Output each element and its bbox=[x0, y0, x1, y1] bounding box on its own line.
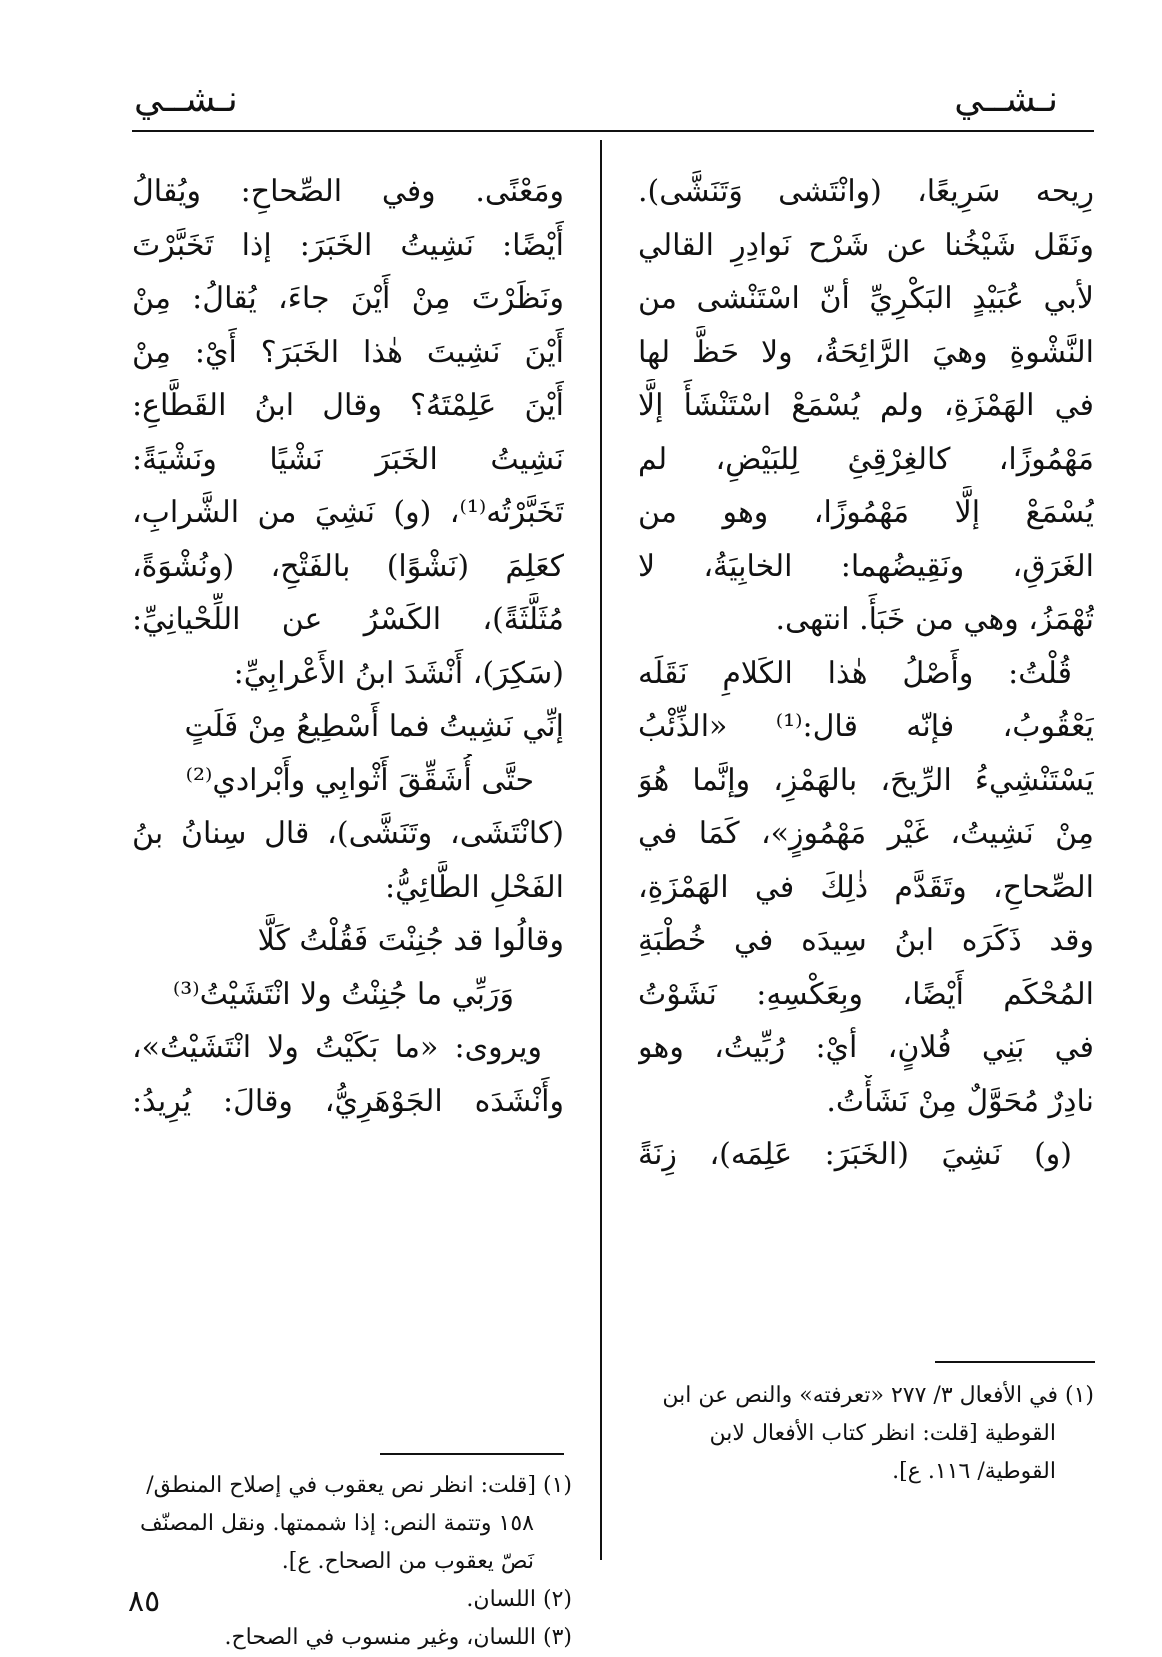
text-line: نادِرٌ مُحَوَّلٌ مِنْ نَشَأْتُ. bbox=[826, 1083, 1094, 1119]
text-line: أَيْنَ نَشِيتَ هٰذا الخَبَرَ؟ أَيْ: مِنْ bbox=[132, 334, 564, 370]
text-line: في الهَمْزَةِ، ولم يُسْمَعْ اسْتَنْشَأَ إلَّا bbox=[638, 388, 1094, 423]
text-line: الفَحْلِ الطَّائِيُّ: bbox=[385, 869, 564, 905]
text-line: أَيْنَ عَلِمْتَهُ؟ وقال ابنُ القَطَّاعِ: bbox=[132, 388, 564, 423]
footnote-line: (٣) اللسان، وغير منسوب في الصحاح. bbox=[224, 1625, 572, 1650]
text-line: يَعْقُوبُ، فإنّه قال:⁽¹⁾ «الذِّئْبُ bbox=[638, 709, 1094, 744]
footnote-rule-left bbox=[380, 1453, 564, 1455]
verse-line: حتَّى أُشَقِّقَ أَثْوابِي وأَبْرادي⁽²⁾ bbox=[185, 762, 534, 798]
footnote-line: نَصّ يعقوب من الصحاح. ع]. bbox=[281, 1549, 534, 1574]
text-line: كعَلِمَ (نَشْوًا) بالفَتْحِ، (ونُشْوَةً، bbox=[132, 548, 564, 584]
right-column bbox=[638, 165, 1094, 1182]
text-line: الصِّحاحِ، وتَقَدَّم ذٰلِكَ في الهَمْزَةِ، bbox=[638, 869, 1094, 905]
text-line: مَهْمُوزًا، كالغِرْقِئِ لِلبَيْضِ، لم bbox=[638, 441, 1094, 477]
text-line: أَيْضًا: نَشِيتُ الخَبَرَ: إذا تَخَبَّرْتَ bbox=[132, 227, 564, 263]
text-line: رِيحه سَرِيعًا، (وانْتَشى وَتَنَشَّى). bbox=[638, 174, 1094, 209]
column-divider bbox=[600, 140, 602, 1560]
text-line: الغَرَقِ، ونَقِيضُهما: الخابِيَةُ، لا bbox=[638, 548, 1094, 584]
text-line: ويروى: «ما بَكَيْتُ ولا انْتَشَيْتُ»، bbox=[132, 1030, 542, 1065]
text-line: (كانْتَشَى، وتَنَشَّى)، قال سِنانُ بنُ bbox=[132, 816, 564, 851]
footnote-line: (١) في الأفعال ٣/ ٢٧٧ «تعرفته» والنص عن ابن bbox=[662, 1383, 1094, 1408]
text-line: تَخَبَّرْتُه⁽¹⁾، (و) نَشِيَ من الشَّرابِ، bbox=[132, 495, 564, 530]
text-line: وقد ذَكَرَه ابنُ سِيدَه في خُطْبَةِ bbox=[638, 923, 1094, 958]
footnote-line: القوطية [قلت: انظر كتاب الأفعال لابن bbox=[709, 1421, 1056, 1446]
text-line: في بَنِي فُلانٍ، أيْ: رُبِّيتُ، وهو bbox=[638, 1030, 1094, 1065]
text-line: مِنْ نَشِيتُ، غَيْر مَهْمُوزٍ»، كَمَا في bbox=[638, 816, 1094, 851]
text-line: مُثَلَّثَةً)، الكَسْرُ عن اللِّحْيانِيِّ: bbox=[132, 602, 564, 637]
text-line: (و) نَشِيَ (الخَبَرَ: عَلِمَه)، زِنَةً bbox=[638, 1137, 1072, 1172]
running-header-right: نـشــي bbox=[954, 79, 1058, 120]
footnote-rule-right bbox=[935, 1361, 1095, 1363]
text-line: المُحْكَم أَيْضًا، وبِعَكْسِهِ: نَشَوْتُ bbox=[638, 976, 1094, 1012]
running-header-left: نـشــي bbox=[134, 79, 238, 120]
text-line: النَّشْوةِ وهيَ الرَّائِحَةُ، ولا حَظَّ لها bbox=[638, 334, 1094, 370]
text-line: لأبي عُبَيْدٍ البَكْرِيِّ أنّ اسْتَنْشى من bbox=[638, 281, 1094, 316]
footnote-line: (١) [قلت: انظر نص يعقوب في إصلاح المنطق/ bbox=[146, 1473, 572, 1498]
text-line: يَسْتَنْشِيءُ الرِّيحَ، بالهَمْزِ، وإنَّما هُوَ bbox=[638, 762, 1094, 798]
text-line: ونَظَرْتَ مِنْ أَيْنَ جاءَ، يُقالُ: مِنْ bbox=[132, 281, 564, 316]
text-line: ونَقَل شَيْخُنا عن شَرْح نَوادِرِ القالي bbox=[638, 227, 1094, 263]
footnotes-right bbox=[638, 1377, 1094, 1491]
verse-line: وَرَبِّي ما جُنِنْتُ ولا انْتَشَيْتُ⁽³⁾ bbox=[172, 976, 514, 1012]
footnote-line: (٢) اللسان. bbox=[466, 1587, 572, 1612]
text-line: وأَنْشَدَه الجَوْهَرِيُّ، وقالَ: يُرِيدُ: bbox=[132, 1083, 564, 1119]
text-line: تُهْمَزُ، وهي من خَبَأَ. انتهى. bbox=[775, 602, 1094, 637]
text-line: يُسْمَعْ إلَّا مَهْمُوزًا، وهو من bbox=[638, 495, 1094, 530]
text-line: قُلْتُ: وأَصْلُ هٰذا الكَلامِ نَقَلَه bbox=[638, 655, 1072, 691]
header-rule bbox=[132, 130, 1094, 132]
page-number: ٨٥ bbox=[128, 1584, 161, 1619]
footnote-line: القوطية/ ١١٦. ع]. bbox=[892, 1459, 1056, 1484]
footnote-line: ١٥٨ وتتمة النص: إذا شممتها. ونقل المصنّف bbox=[139, 1511, 534, 1536]
text-line: ومَعْنًى. وفي الصِّحاحِ: ويُقالُ bbox=[132, 174, 564, 209]
text-line: نَشِيتُ الخَبَرَ نَشْيًا ونَشْيَةً: bbox=[132, 441, 564, 477]
verse-line: إنِّي نَشِيتُ فما أَسْطِيعُ مِنْ فَلَتٍ bbox=[184, 709, 564, 744]
footnotes-left bbox=[132, 1467, 572, 1657]
text-line: (سَكِرَ)، أَنْشَدَ ابنُ الأَعْرابِيِّ: bbox=[233, 655, 564, 691]
verse-line: وقالُوا قد جُنِنْتَ فَقُلْتُ كَلَّا bbox=[257, 923, 564, 958]
left-column bbox=[132, 165, 564, 1128]
